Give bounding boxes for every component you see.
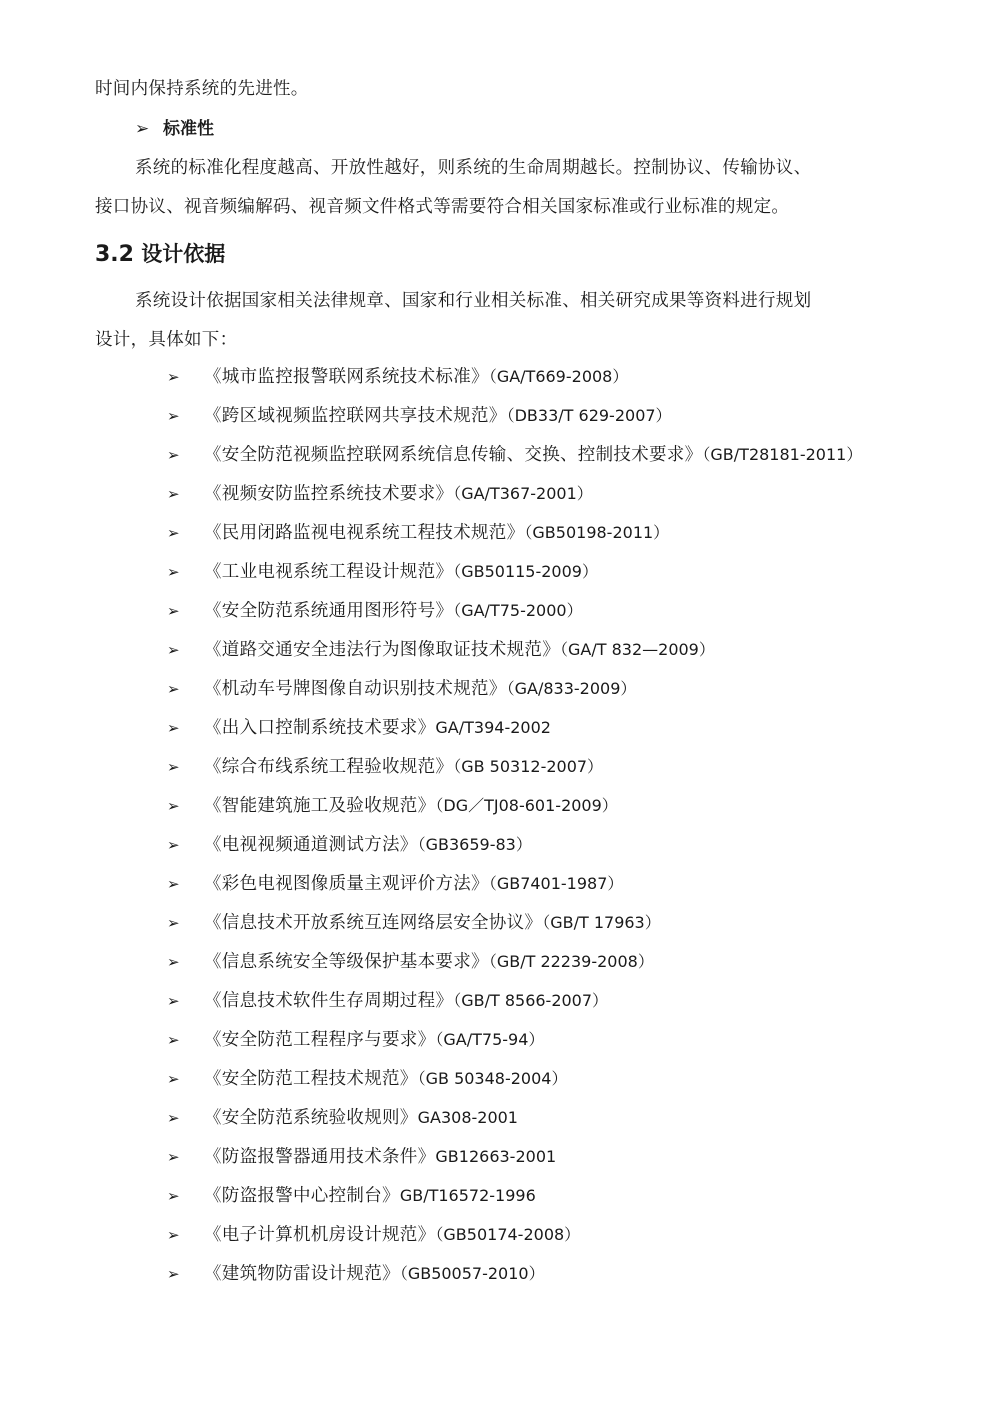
reference-code: GA/T394-2002: [435, 718, 551, 737]
reference-title: 《出入口控制系统技术要求》: [204, 718, 436, 738]
reference-code: （DB33/T 629-2007）: [506, 406, 672, 425]
standard-paragraph-line2: 接口协议、视音频编解码、视音频文件格式等需要符合相关国家标准或行业标准的规定。: [95, 197, 790, 217]
arrow-bullet-icon: ➢: [167, 836, 180, 854]
reference-code: （GB 50348-2004）: [417, 1069, 568, 1088]
arrow-bullet-icon: ➢: [167, 602, 180, 620]
list-item: [167, 669, 862, 708]
arrow-bullet-icon: ➢: [167, 485, 180, 503]
list-item: [167, 864, 862, 903]
section-number: 3.2: [95, 242, 134, 267]
reference-code: GB/T16572-1996: [399, 1186, 536, 1205]
basis-paragraph-line2: 设计，具体如下：: [95, 330, 238, 350]
arrow-bullet-icon: ➢: [167, 1187, 180, 1205]
reference-title: 《跨区域视频监控联网共享技术规范》: [204, 406, 507, 426]
list-item: [167, 825, 862, 864]
reference-code: GA308-2001: [417, 1108, 518, 1127]
reference-code: （GB/T 8566-2007）: [453, 991, 609, 1010]
reference-code: （GA/T 832—2009）: [560, 640, 715, 659]
list-item: [167, 1137, 862, 1176]
arrow-bullet-icon: ➢: [167, 797, 180, 815]
section-heading: [95, 234, 225, 274]
intro-paragraph-tail: 时间内保持系统的先进性。: [95, 79, 309, 99]
reference-title: 《智能建筑施工及验收规范》: [204, 796, 436, 816]
reference-code: （GA/T367-2001）: [453, 484, 593, 503]
list-item: [167, 1020, 862, 1059]
reference-list: [167, 357, 862, 1293]
reference-title: 《民用闭路监视电视系统工程技术规范》: [204, 523, 525, 543]
reference-code: （GA/T669-2008）: [488, 367, 629, 386]
reference-code: （GB50057-2010）: [399, 1264, 545, 1283]
reference-code: （GB/T 17963）: [542, 913, 661, 932]
arrow-bullet-icon: ➢: [167, 1265, 180, 1283]
reference-code: （GB7401-1987）: [488, 874, 624, 893]
list-item: [167, 1059, 862, 1098]
reference-title: 《信息技术开放系统互连网络层安全协议》: [204, 913, 543, 933]
arrow-bullet-icon: ➢: [167, 1031, 180, 1049]
reference-title: 《工业电视系统工程设计规范》: [204, 562, 454, 582]
reference-title: 《安全防范视频监控联网系统信息传输、交换、控制技术要求》: [204, 445, 703, 465]
list-item: [167, 1098, 862, 1137]
reference-code: （GA/T75-2000）: [453, 601, 583, 620]
list-item: [167, 1215, 862, 1254]
list-item: [167, 903, 862, 942]
reference-title: 《机动车号牌图像自动识别技术规范》: [204, 679, 507, 699]
reference-title: 《防盗报警中心控制台》: [204, 1186, 400, 1206]
arrow-bullet-icon: ➢: [167, 914, 180, 932]
list-item: [167, 552, 862, 591]
reference-code: （GB50174-2008）: [435, 1225, 581, 1244]
arrow-bullet-icon: ➢: [167, 680, 180, 698]
arrow-bullet-icon: ➢: [167, 446, 180, 464]
list-item: [167, 435, 862, 474]
reference-title: 《电视视频通道测试方法》: [204, 835, 418, 855]
arrow-bullet-icon: ➢: [167, 641, 180, 659]
standard-paragraph-line1: 系统的标准化程度越高、开放性越好，则系统的生命周期越长。控制协议、传输协议、: [135, 158, 812, 178]
arrow-bullet-icon: ➢: [167, 758, 180, 776]
arrow-bullet-icon: ➢: [167, 1226, 180, 1244]
list-item: [167, 786, 862, 825]
reference-code: （GB50115-2009）: [453, 562, 598, 581]
list-item: [167, 1176, 862, 1215]
reference-code: （GB 50312-2007）: [453, 757, 604, 776]
section-title: 设计依据: [141, 242, 226, 266]
list-item: [167, 513, 862, 552]
reference-title: 《道路交通安全违法行为图像取证技术规范》: [204, 640, 560, 660]
basis-paragraph-line1: 系统设计依据国家相关法律规章、国家和行业相关标准、相关研究成果等资料进行规划: [135, 291, 812, 311]
reference-title: 《安全防范工程技术规范》: [204, 1069, 418, 1089]
list-item: [167, 747, 862, 786]
standard-heading-label: 标准性: [163, 119, 214, 139]
standard-heading: [135, 110, 214, 149]
arrow-bullet-icon: ➢: [167, 719, 180, 737]
list-item: [167, 942, 862, 981]
list-item: [167, 1254, 862, 1293]
reference-title: 《综合布线系统工程验收规范》: [204, 757, 454, 777]
list-item: [167, 474, 862, 513]
reference-title: 《电子计算机机房设计规范》: [204, 1225, 436, 1245]
reference-code: （GB/T 22239-2008）: [488, 952, 654, 971]
arrow-bullet-icon: ➢: [167, 953, 180, 971]
arrow-bullet-icon: ➢: [167, 1148, 180, 1166]
reference-code: GB12663-2001: [435, 1147, 557, 1166]
reference-code: （GA/T75-94）: [435, 1030, 545, 1049]
reference-code: （GA/833-2009）: [506, 679, 637, 698]
reference-title: 《安全防范工程程序与要求》: [204, 1030, 436, 1050]
reference-title: 《彩色电视图像质量主观评价方法》: [204, 874, 489, 894]
reference-code: （GB3659-83）: [417, 835, 532, 854]
arrow-bullet-icon: ➢: [135, 119, 150, 139]
reference-title: 《防盗报警器通用技术条件》: [204, 1147, 436, 1167]
list-item: [167, 591, 862, 630]
reference-code: （GB50198-2011）: [524, 523, 670, 542]
list-item: [167, 981, 862, 1020]
arrow-bullet-icon: ➢: [167, 563, 180, 581]
list-item: [167, 357, 862, 396]
arrow-bullet-icon: ➢: [167, 524, 180, 542]
reference-title: 《城市监控报警联网系统技术标准》: [204, 367, 489, 387]
arrow-bullet-icon: ➢: [167, 368, 180, 386]
arrow-bullet-icon: ➢: [167, 875, 180, 893]
reference-title: 《建筑物防雷设计规范》: [204, 1264, 400, 1284]
reference-title: 《安全防范系统验收规则》: [204, 1108, 418, 1128]
reference-code: （DG／TJ08-601-2009）: [435, 796, 618, 815]
arrow-bullet-icon: ➢: [167, 407, 180, 425]
list-item: [167, 630, 862, 669]
reference-title: 《信息技术软件生存周期过程》: [204, 991, 454, 1011]
arrow-bullet-icon: ➢: [167, 992, 180, 1010]
reference-title: 《视频安防监控系统技术要求》: [204, 484, 454, 504]
list-item: [167, 396, 862, 435]
reference-title: 《安全防范系统通用图形符号》: [204, 601, 454, 621]
arrow-bullet-icon: ➢: [167, 1070, 180, 1088]
list-item: [167, 708, 862, 747]
reference-code: （GB/T28181-2011）: [702, 445, 863, 464]
arrow-bullet-icon: ➢: [167, 1109, 180, 1127]
reference-title: 《信息系统安全等级保护基本要求》: [204, 952, 489, 972]
